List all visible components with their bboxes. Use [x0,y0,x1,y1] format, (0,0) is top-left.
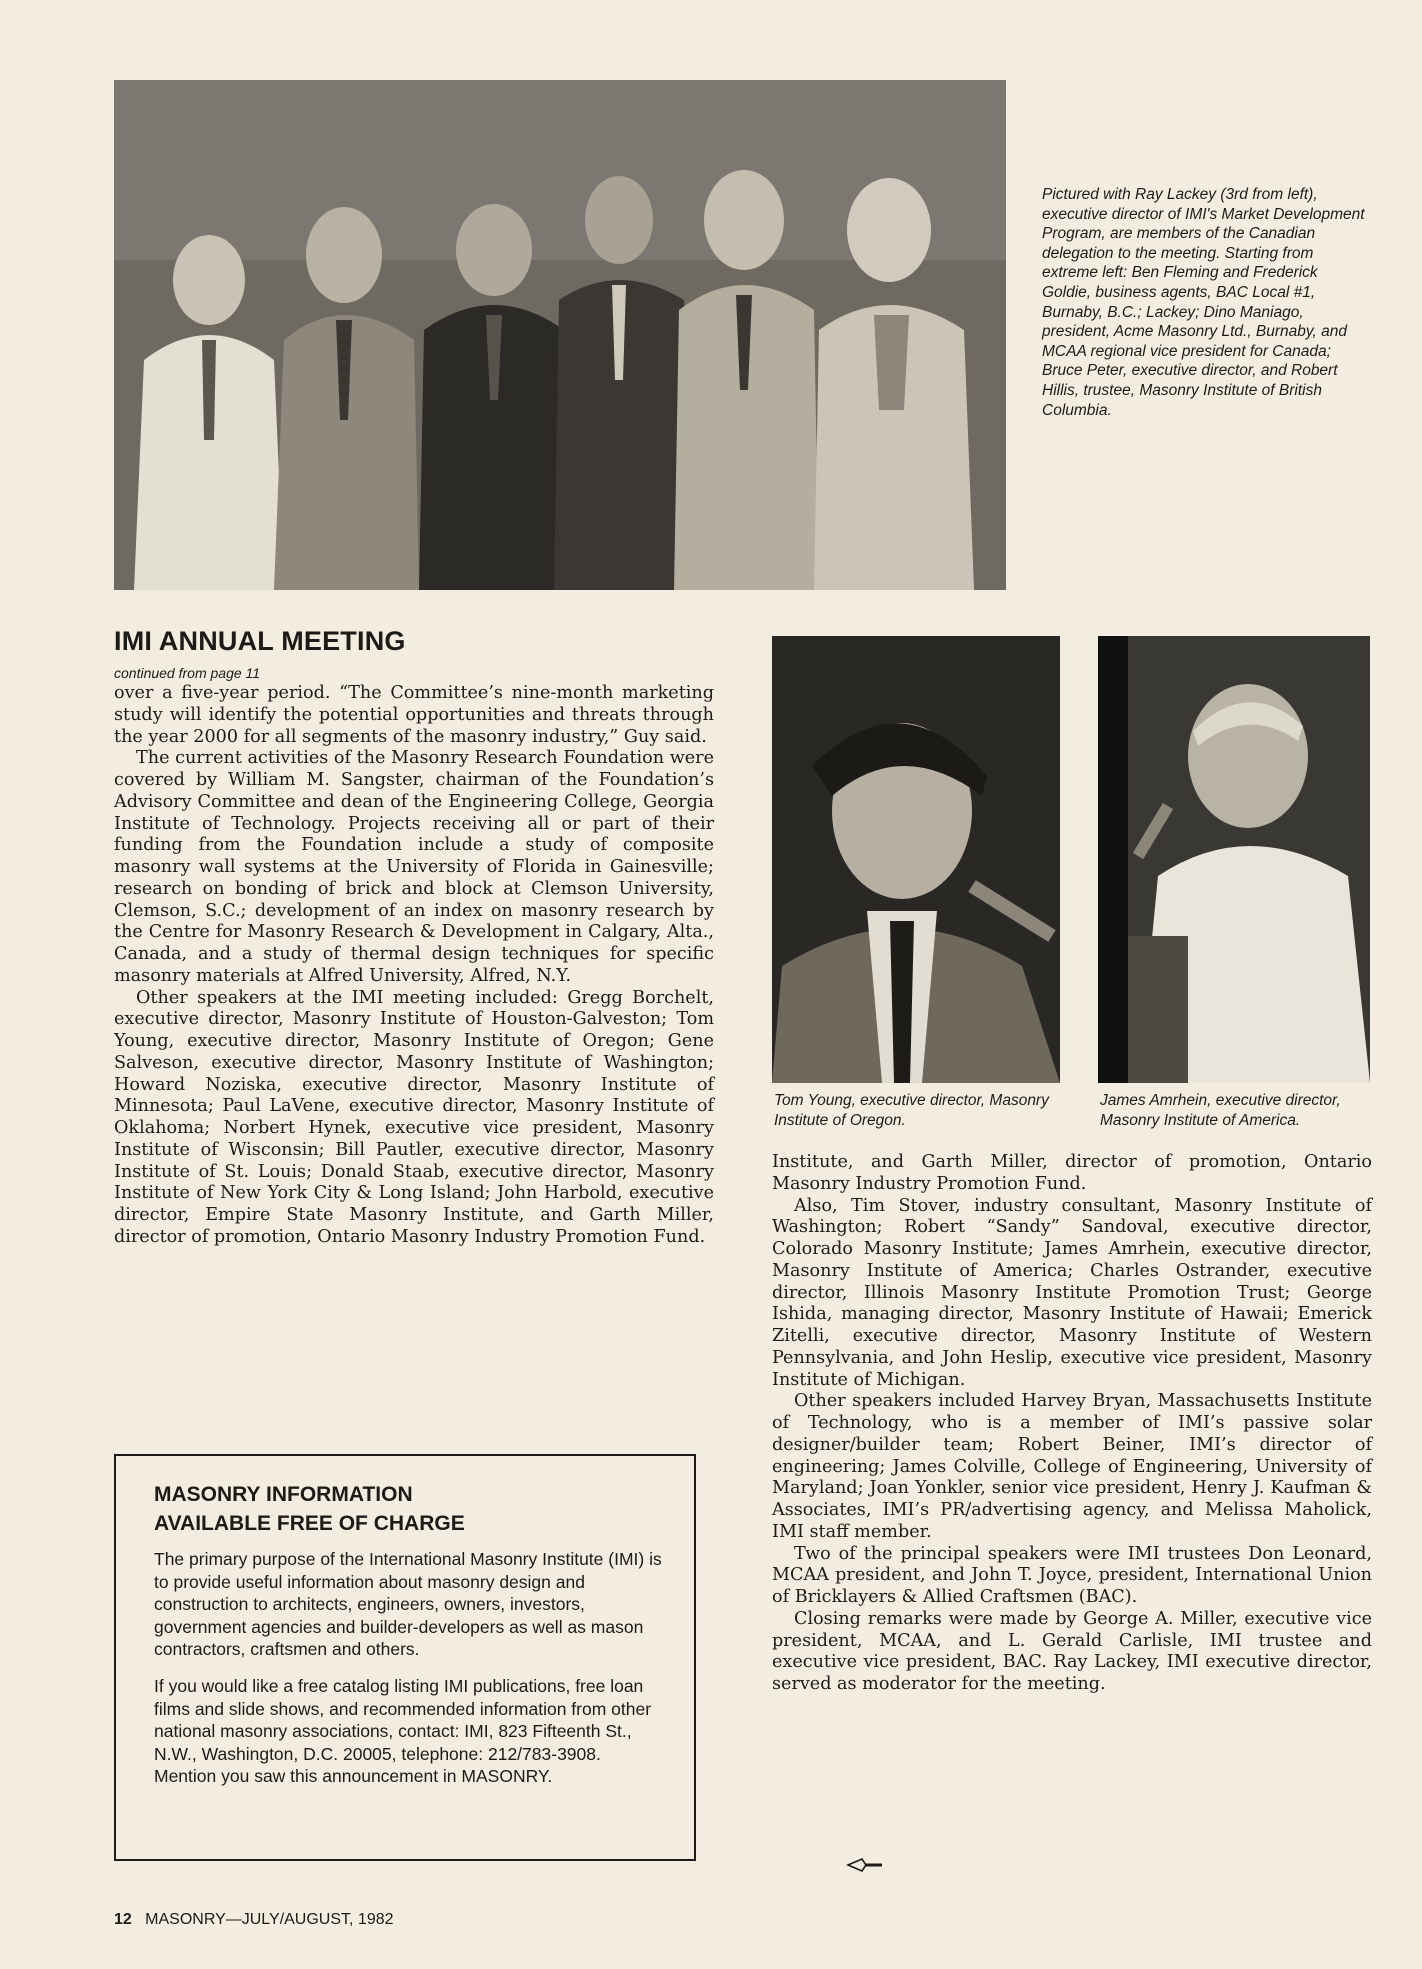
end-mark-trowel-icon [846,1857,884,1873]
info-box-paragraph: If you would like a free catalog listing IMI publications, free loan films and slide shows, and recommended information from other national masonry associations, contact: IMI, 823 Fifteenth St., N.W., Washington, D.C. 20005, telephone: 212/783-3908. Mention you saw this announcement in MASONRY. [154,1675,652,1787]
info-box-title-line1: MASONRY INFORMATION [154,1483,413,1506]
tom-young-caption: Tom Young, executive director, Masonry Institute of Oregon. [774,1092,1049,1129]
masonry-info-box [114,1454,696,1861]
paragraph: The current activities of the Masonry Research Foundation were covered by William M. Sangster, chairman of the Foundation’s Advisory Committee and dean of the Engineering College, Georgia Institute of Technology. Projects receiving all or part of their funding from the Foundation include a study of composite masonry wall systems at the University of Florida in Gainesville; research on bonding of brick and block at Clemson University, Clemson, S.C.; development of an index on masonry research by the Centre for Masonry Research & Development in Calgary, Alta., Canada, and a study of thermal design techniques for specific masonry materials at Alfred University, Alfred, N.Y. [114,748,714,986]
article-left-column [114,683,714,1249]
james-amrhein-photo [1098,636,1370,1083]
group-photo-figures [114,80,1006,590]
tom-young-figure [772,636,1060,1083]
publication-line: MASONRY—JULY/AUGUST, 1982 [145,1911,394,1928]
info-box-title-line2: AVAILABLE FREE OF CHARGE [154,1512,465,1535]
james-amrhein-caption: James Amrhein, executive director, Masonry Institute of America. [1100,1092,1341,1129]
page-footer [114,1911,394,1929]
james-amrhein-figure [1098,636,1370,1083]
paragraph: over a five-year period. “The Committee’s nine-month marketing study will identify the potential opportunities and threats through the year 2000 for all segments of the masonry industry,” Guy said. [114,683,714,747]
top-photo-caption [1042,185,1370,420]
paragraph: Institute, and Garth Miller, director of promotion, Ontario Masonry Industry Promotion Fund. [772,1152,1372,1194]
paragraph: Two of the principal speakers were IMI trustees Don Leonard, MCAA president, and John T. Joyce, president, International Union of Bricklayers & Allied Craftsmen (BAC). [772,1543,1372,1607]
article-title: IMI ANNUAL MEETING [114,626,406,656]
group-photo [114,80,1006,590]
article-right-column [772,1152,1372,1696]
page-number: 12 [114,1911,132,1928]
tom-young-photo [772,636,1060,1083]
paragraph: Closing remarks were made by George A. Miller, executive vice president, MCAA, and L. Gerald Carlisle, IMI trustee and executive vice president, BAC. Ray Lackey, IMI executive director, served as moderator for the meeting. [772,1608,1372,1694]
info-box-title [154,1480,664,1538]
paragraph: Also, Tim Stover, industry consultant, Masonry Institute of Washington; Robert “Sandy” Sandoval, executive director, Colorado Masonry Institute; James Amrhein, executive director, Masonry Institute of America; Charles Ostrander, executive director, Illinois Masonry Institute Promotion Trust; George Ishida, managing director, Masonry Institute of Hawaii; Emerick Zitelli, executive director, Masonry Institute of Western Pennsylvania, and John Heslip, executive vice president, Masonry Institute of Michigan. [772,1195,1372,1390]
top-photo-caption-text: Pictured with Ray Lackey (3rd from left), executive director of IMI's Market Development Program, are members of the Canadian delegation to the meeting. Starting from extreme left: Ben Fleming and Frederick Goldie, business agents, BAC Local #1, Burnaby, B.C.; Lackey; Dino Maniago, president, Acme Masonry Ltd., Burnaby, and MCAA regional vice president for Canada; Bruce Peter, executive director, and Robert Hillis, trustee, Masonry Institute of British Columbia. [1042,186,1365,419]
paragraph: Other speakers included Harvey Bryan, Massachusetts Institute of Technology, who is a member of IMI’s passive solar designer/builder team; Robert Beiner, IMI’s director of engineering; James Colville, College of Engineering, University of Maryland; Joan Yonkler, senior vice president, Henry J. Kaufman & Associates, IMI’s PR/advertising agency, and Melissa Maholick, IMI staff member. [772,1391,1372,1542]
paragraph: Other speakers at the IMI meeting included: Gregg Borchelt, executive director, Masonry Institute of Houston-Galveston; Tom Young, executive director, Masonry Institute of Oregon; Gene Salveson, executive director, Masonry Institute of Washington; Howard Noziska, executive director, Masonry Institute of Minnesota; Paul LaVene, executive director, Masonry Institute of Oklahoma; Norbert Hynek, executive vice president, Masonry Institute of Wisconsin; Bill Pautler, executive director, Masonry Institute of St. Louis; Donald Staab, executive director, Masonry Institute of New York City & Long Island; John Harbold, executive director, Empire State Masonry Institute, and Garth Miller, director of promotion, Ontario Masonry Industry Promotion Fund. [114,987,714,1247]
continued-note: continued from page 11 [114,665,261,681]
info-box-paragraph: The primary purpose of the International Masonry Institute (IMI) is to provide useful information about masonry design and construction to architects, engineers, owners, investors, government agencies and builder-developers as well as mason contractors, craftsmen and others. [154,1549,662,1660]
